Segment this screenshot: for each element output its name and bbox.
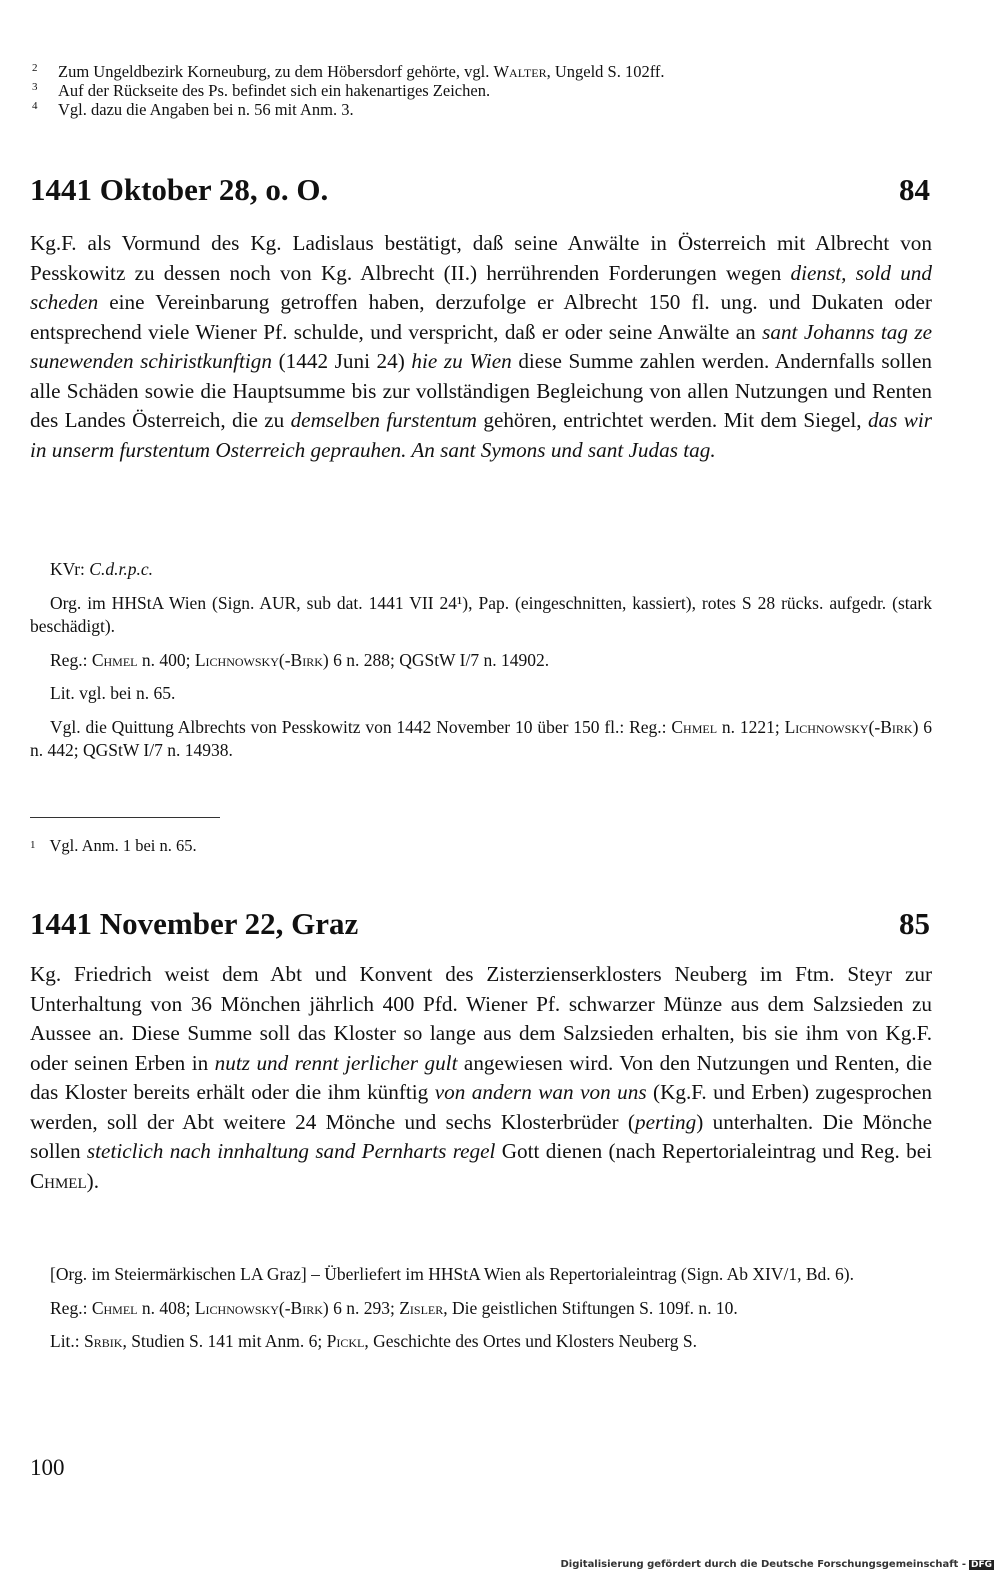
regest-text: Kg. Friedrich weist dem Abt und Konvent des Zisterzienserklosters Neuberg im Ftm. Steyr zur Unterhaltung von 36 Mönchen jährlich 400 Pfd. Wiener Pf. schwarzer Münze aus dem Salzsieden zu Aussee an. Diese Summe soll das Kloster so lange aus dem Salzsieden erhalten, bis sie ihm von Kg.F. oder seinen Erben in nutz und rennt jerlicher gult angewiesen wird. Von den Nutzungen und Renten, die das Kloster bereits erhält oder die ihm künftig von andern wan von uns (Kg.F. und Erben) zugesprochen werden, soll der Abt weitere 24 Mönche und sechs Klosterbrüder (perting) unterhalten. Die Mönche sollen steticlich nach innhaltung sand Pernharts regel Gott dienen (nach Repertorialeintrag und Reg. bei Chmel). [30, 962, 932, 1193]
original-note: [Org. im Steiermärkischen LA Graz] – Überliefert im HHStA Wien als Repertorialeintrag (Sign. Ab XIV/1, Bd. 6). [50, 1264, 854, 1284]
footnote: 1 Vgl. Anm. 1 bei n. 65. [30, 836, 197, 855]
footnote: 4 Vgl. dazu die Angaben bei n. 56 mit Anm. 3. [32, 100, 354, 119]
regesten-note: Reg.: Chmel n. 408; Lichnowsky(-Birk) 6 n. 293; Zisler, Die geistlichen Stiftungen S. 109f. n. 10. [50, 1297, 738, 1318]
footnote: 2 Zum Ungeldbezirk Korneuburg, zu dem Höbersdorf gehörte, vgl. Walter, Ungeld S. 102ff. [32, 62, 665, 81]
kanzleivermerk: KVr: C.d.r.p.c. [50, 559, 153, 579]
regesten-note: Reg.: Chmel n. 400; Lichnowsky(-Birk) 6 n. 288; QGStW I/7 n. 14902. [50, 649, 550, 670]
footnotes-top [30, 62, 970, 119]
comparison-note: Vgl. die Quittung Albrechts von Pesskowitz von 1442 November 10 über 150 fl.: Reg.: Chmel n. 1221; Lichnowsky(-Birk) 6 n. 442; QGStW I/7 n. 14938. [30, 716, 932, 760]
page-number: 100 [30, 1455, 65, 1480]
literature-note: Lit. vgl. bei n. 65. [50, 683, 176, 703]
entry-notes [30, 558, 932, 773]
footnote: 3 Auf der Rückseite des Ps. befindet sich ein hakenartiges Zeichen. [32, 81, 491, 100]
entry-number: 84 [899, 172, 930, 207]
entry-number: 85 [899, 906, 930, 941]
footnote-divider [30, 817, 220, 818]
original-note: Org. im HHStA Wien (Sign. AUR, sub dat. 1441 VII 24¹), Pap. (eingeschnitten, kassiert), rotes S 28 rücks. aufgedr. (stark beschädigt). [30, 592, 932, 636]
dfg-logo: DFG [970, 1560, 992, 1570]
entry-date-place: 1441 November 22, Graz [30, 906, 359, 941]
literature-note: Lit.: Srbik, Studien S. 141 mit Anm. 6; Pickl, Geschichte des Ortes und Klosters Neuberg S. [50, 1331, 697, 1351]
entry-date-place: 1441 Oktober 28, o. O. [30, 172, 329, 207]
digitization-credit: Digitalisierung gefördert durch die Deutsche Forschungsgemeinschaft - DFG [560, 1559, 992, 1570]
entry-notes [30, 1263, 932, 1364]
regest-text: Kg.F. als Vormund des Kg. Ladislaus bestätigt, daß seine Anwälte in Österreich mit Albrecht von Pesskowitz zu dessen noch von Kg. Albrecht (II.) herrührenden Forderungen wegen dienst, sold und scheden eine Vereinbarung getroffen haben, derzufolge er Albrecht 150 fl. ung. und Dukaten oder entsprechend viele Wiener Pf. schulde, und verspricht, daß er oder seine Anwälte an sant Johanns tag ze sunewenden schiristkunftign (1442 Juni 24) hie zu Wien diese Summe zahlen werden. Andernfalls sollen alle Schäden sowie die Hauptsumme bis zur vollständigen Begleichung von allen Nutzungen und Renten des Landes Österreich, die zu demselben furstentum gehören, entrichtet werden. Mit dem Siegel, das wir in unserm furstentum Osterreich geprauhen. An sant Symons und sant Judas tag. [30, 231, 933, 462]
